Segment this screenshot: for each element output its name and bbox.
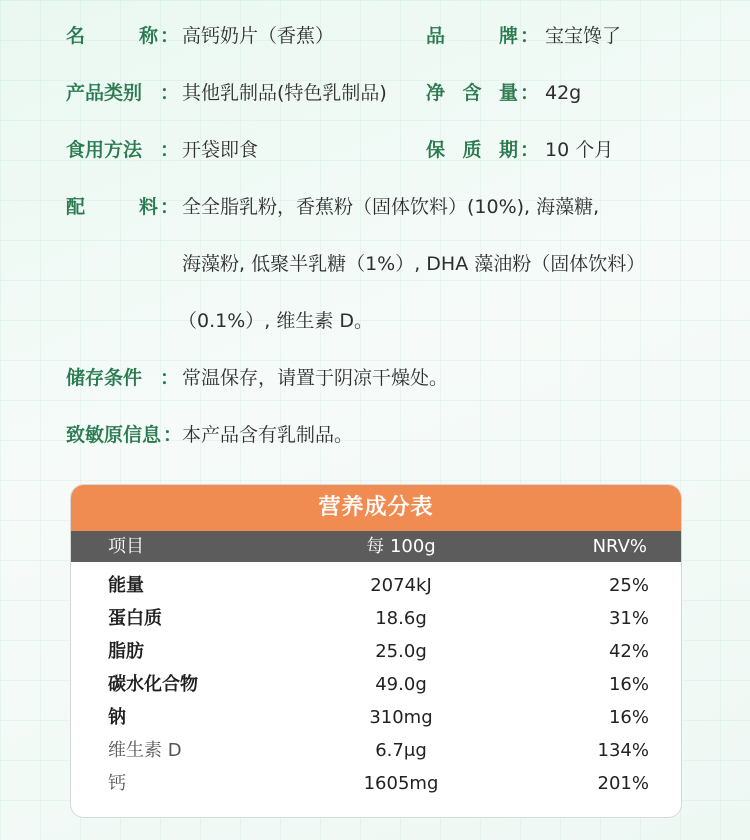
shelf-life-label — [426, 138, 518, 162]
shelf-life-value: 10 个月 — [545, 139, 614, 161]
brand-colon: ： — [520, 25, 540, 47]
net-content-char-1: 净 — [426, 82, 446, 104]
row-nrv: 25% — [608, 575, 649, 596]
ingredients-line-1: 全全脂乳粉，香蕉粉（固体饮料）(10%), 海藻糖, — [182, 196, 600, 218]
table-row — [71, 602, 682, 635]
brand-value: 宝宝馋了 — [545, 25, 622, 47]
storage-value: 常温保存，请置于阴凉干燥处。 — [182, 367, 449, 389]
name-label-char-2: 称 — [138, 25, 158, 47]
ingredients-line-2: 海藻粉, 低聚半乳糖（1%）, DHA 藻油粉（固体饮料） — [182, 253, 646, 275]
ingredients-label — [66, 195, 158, 219]
ingredients-char-1: 配 — [66, 196, 86, 218]
name-colon: ： — [160, 25, 180, 47]
row-name: 蛋白质 — [108, 608, 162, 629]
ingredients-colon: ： — [160, 196, 180, 218]
row-name: 脂肪 — [108, 641, 144, 662]
storage-label: 储存条件 — [66, 367, 143, 389]
row-nrv: 42% — [608, 641, 649, 662]
shelf-life-char-1: 保 — [426, 139, 446, 161]
row-nrv: 16% — [608, 674, 649, 695]
row-amount: 310mg — [369, 707, 433, 728]
usage-label: 食用方法 — [66, 139, 143, 161]
ingredients-line-3: （0.1%）, 维生素 D。 — [178, 310, 374, 332]
table-row — [71, 701, 682, 734]
row-amount: 18.6g — [375, 608, 427, 629]
brand-label-char-1: 品 — [426, 25, 446, 47]
category-label: 产品类别 — [66, 82, 143, 104]
name-value: 高钙奶片（香蕉） — [182, 25, 335, 47]
usage-colon: ： — [160, 139, 180, 161]
net-content-colon: ： — [520, 82, 540, 104]
row-amount: 1605mg — [363, 773, 439, 794]
row-nrv: 201% — [597, 773, 649, 794]
shelf-life-colon: ： — [520, 139, 540, 161]
row-amount: 49.0g — [375, 674, 427, 695]
header-item: 项目 — [108, 536, 144, 557]
row-nrv: 16% — [608, 707, 649, 728]
allergen-value: 本产品含有乳制品。 — [182, 424, 354, 446]
nutrition-table — [70, 484, 682, 818]
allergen-colon: ： — [163, 424, 183, 446]
row-name: 钠 — [108, 707, 126, 728]
shelf-life-char-2: 质 — [462, 139, 482, 161]
brand-label — [426, 24, 518, 48]
ingredients-char-2: 料 — [138, 196, 158, 218]
usage-value: 开袋即食 — [182, 139, 259, 161]
allergen-label: 致敏原信息 — [66, 424, 162, 446]
nutrition-table-header — [71, 531, 681, 562]
net-content-value: 42g — [545, 82, 582, 104]
header-nrv: NRV% — [592, 536, 647, 557]
storage-colon: ： — [160, 367, 180, 389]
shelf-life-char-3: 期 — [498, 139, 518, 161]
row-nrv: 31% — [608, 608, 649, 629]
row-name: 碳水化合物 — [108, 674, 198, 695]
table-row — [71, 734, 682, 767]
net-content-label — [426, 81, 518, 105]
header-per-100g: 每 100g — [366, 536, 436, 557]
row-name: 能量 — [108, 575, 144, 596]
net-content-char-2: 含 — [462, 82, 482, 104]
row-nrv: 134% — [597, 740, 649, 761]
row-amount: 25.0g — [375, 641, 427, 662]
table-row — [71, 635, 682, 668]
category-value: 其他乳制品(特色乳制品) — [182, 82, 387, 104]
row-amount: 6.7μg — [375, 740, 427, 761]
name-label-char-1: 名 — [66, 25, 86, 47]
table-row — [71, 767, 682, 800]
net-content-char-3: 量 — [498, 82, 518, 104]
nutrition-table-title: 营养成分表 — [71, 485, 681, 531]
category-colon: ： — [160, 82, 180, 104]
brand-label-char-2: 牌 — [498, 25, 518, 47]
row-name: 维生素 D — [108, 740, 182, 761]
name-label — [66, 24, 158, 48]
row-name: 钙 — [108, 773, 126, 794]
table-row — [71, 569, 682, 602]
table-row — [71, 668, 682, 701]
row-amount: 2074kJ — [370, 575, 432, 596]
